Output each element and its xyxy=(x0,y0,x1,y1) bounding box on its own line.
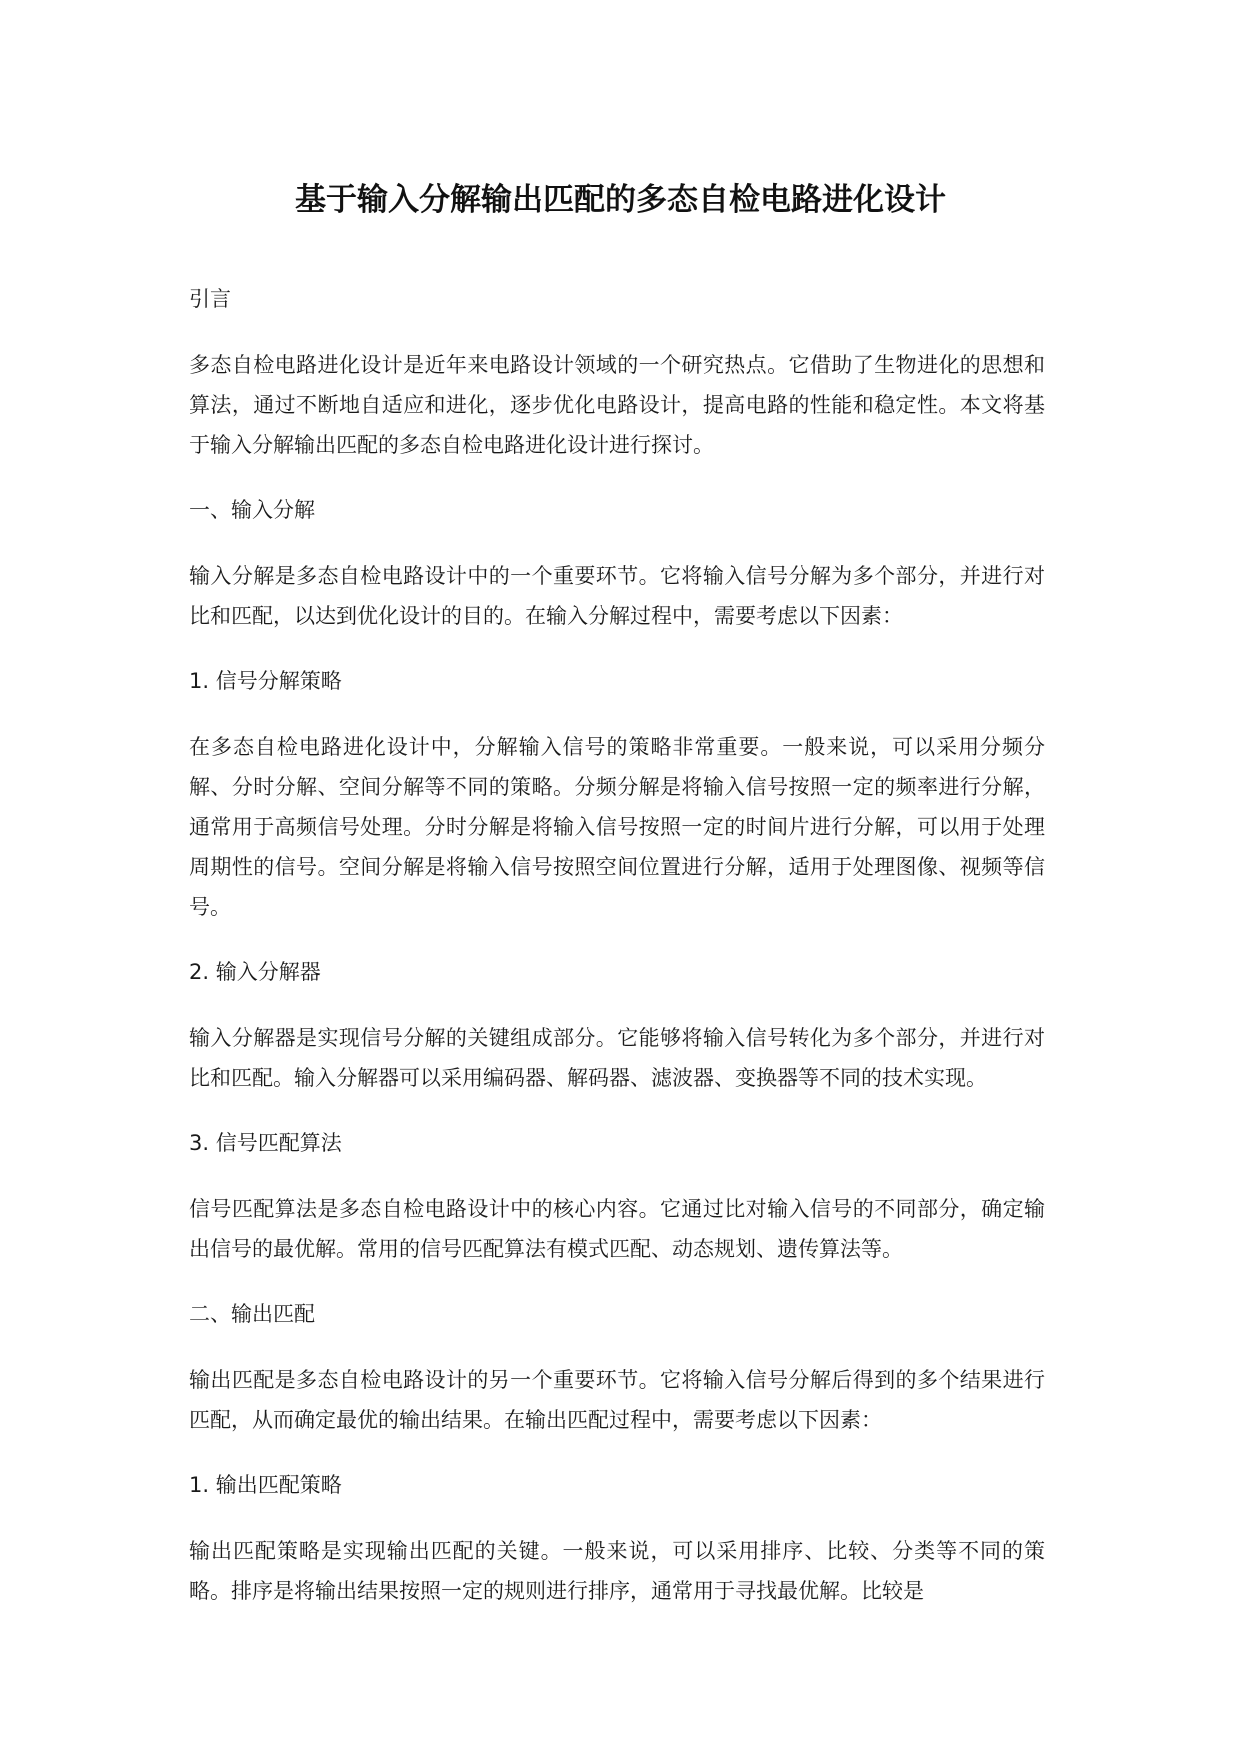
intro-heading: 引言 xyxy=(189,287,231,311)
section-2-item-1-heading: 1. 输出匹配策略 xyxy=(189,1473,342,1497)
section-2-item-1-paragraph: 输出匹配策略是实现输出匹配的关键。一般来说，可以采用排序、比较、分类等不同的策略。排序是将输出结果按照一定的规则进行排序，通常用于寻找最优解。比较是 xyxy=(189,1539,1045,1603)
section-2-heading: 二、输出匹配 xyxy=(189,1302,315,1326)
intro-paragraph: 多态自检电路进化设计是近年来电路设计领域的一个研究热点。它借助了生物进化的思想和算法，通过不断地自适应和进化，逐步优化电路设计，提高电路的性能和稳定性。本文将基于输入分解输出匹配的多态自检电路进化设计进行探讨。 xyxy=(189,353,1045,457)
section-1-item-2-paragraph: 输入分解器是实现信号分解的关键组成部分。它能够将输入信号转化为多个部分，并进行对比和匹配。输入分解器可以采用编码器、解码器、滤波器、变换器等不同的技术实现。 xyxy=(189,1026,1045,1090)
section-1-heading: 一、输入分解 xyxy=(189,498,315,522)
section-1-item-1-paragraph: 在多态自检电路进化设计中，分解输入信号的策略非常重要。一般来说，可以采用分频分解、分时分解、空间分解等不同的策略。分频分解是将输入信号按照一定的频率进行分解，通常用于高频信号处理。分时分解是将输入信号按照一定的时间片进行分解，可以用于处理周期性的信号。空间分解是将输入信号按照空间位置进行分解，适用于处理图像、视频等信号。 xyxy=(189,735,1045,919)
section-2-paragraph: 输出匹配是多态自检电路设计的另一个重要环节。它将输入信号分解后得到的多个结果进行匹配，从而确定最优的输出结果。在输出匹配过程中，需要考虑以下因素： xyxy=(189,1368,1045,1432)
section-1-item-1-heading: 1. 信号分解策略 xyxy=(189,669,342,693)
section-1-item-2-heading: 2. 输入分解器 xyxy=(189,960,321,984)
section-1-paragraph: 输入分解是多态自检电路设计中的一个重要环节。它将输入信号分解为多个部分，并进行对比和匹配，以达到优化设计的目的。在输入分解过程中，需要考虑以下因素： xyxy=(189,564,1045,628)
section-1-item-3-paragraph: 信号匹配算法是多态自检电路设计中的核心内容。它通过比对输入信号的不同部分，确定输出信号的最优解。常用的信号匹配算法有模式匹配、动态规划、遗传算法等。 xyxy=(189,1197,1045,1261)
document-body xyxy=(189,284,1045,1641)
document-title: 基于输入分解输出匹配的多态自检电路进化设计 xyxy=(295,182,946,218)
section-1-item-3-heading: 3. 信号匹配算法 xyxy=(189,1131,342,1155)
